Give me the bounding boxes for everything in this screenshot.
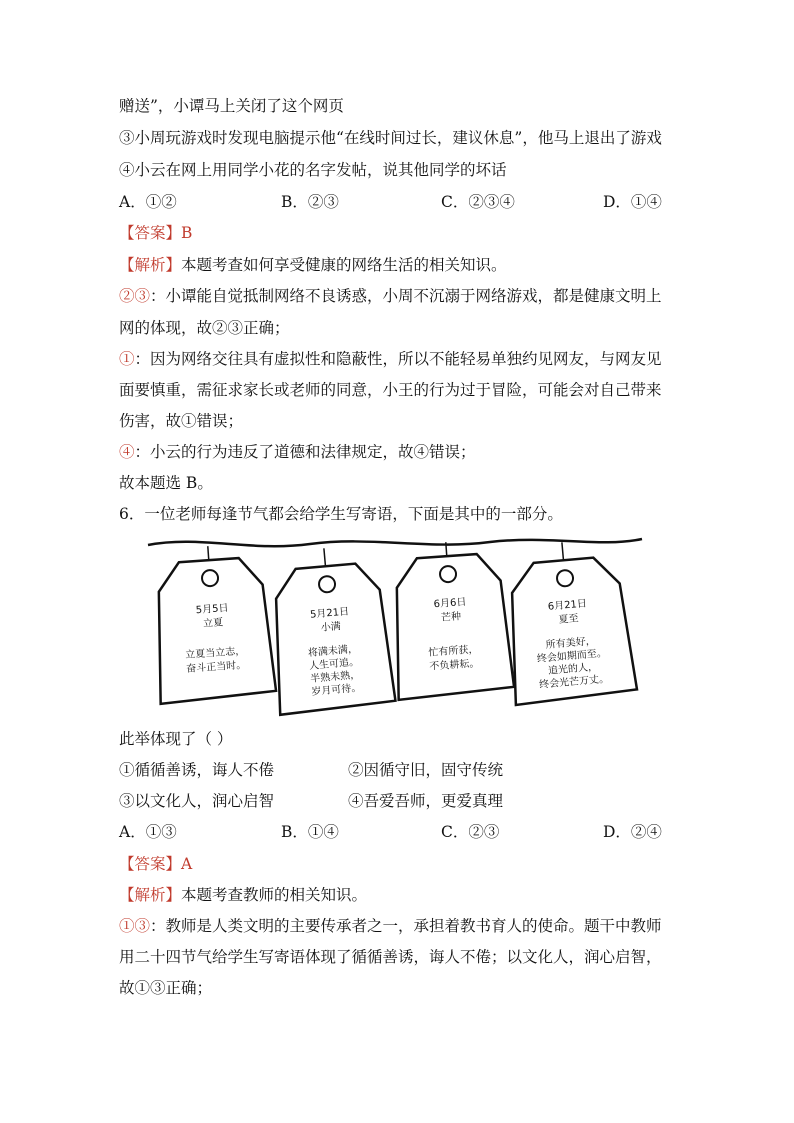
- tag-3-date: 6月6日: [433, 596, 467, 611]
- statement-3: ③小周玩游戏时发现电脑提示他“在线时间过长，建议休息”，他马上退出了游戏: [119, 129, 662, 147]
- option-d: D．①④: [603, 193, 662, 211]
- option-c: C．②③: [441, 823, 500, 841]
- statement-4: ④小云在网上用同学小花的名字发帖，说其他同学的坏话: [119, 161, 507, 179]
- tag-2-date: 5月21日: [309, 606, 350, 621]
- answer-label: 【答案】: [119, 224, 182, 242]
- option-b: B．②③: [281, 193, 339, 211]
- tag-2-line: 半熟未熟，: [309, 669, 361, 686]
- tag-3-line: 忙有所获，: [428, 644, 479, 659]
- analysis-paragraph-cont: 故①③正确；: [119, 979, 213, 997]
- tags-svg: [140, 530, 650, 720]
- tag-2: [266, 543, 396, 714]
- analysis-label: 【解析】: [119, 256, 182, 274]
- choice-1: ①循循善诱，诲人不倦: [119, 761, 275, 779]
- analysis-paragraph-cont: 网的体现，故②③正确；: [119, 319, 290, 337]
- analysis-paragraph-cont: 伤害，故①错误；: [119, 412, 244, 430]
- tag-3: [388, 538, 514, 700]
- option-b: B．①④: [281, 823, 339, 841]
- tag-1-line: 立夏当立志，: [184, 645, 246, 662]
- tag-2-line: 将满未满，: [307, 643, 359, 660]
- tag-4-date: 6月21日: [547, 598, 588, 613]
- tag-4-term: 夏至: [558, 613, 580, 626]
- tag-2-term: 小满: [320, 621, 342, 634]
- question-6-stem: 6．一位老师每逢节气都会给学生写寄语，下面是其中的一部分。: [119, 505, 563, 523]
- tag-3-term: 芒种: [440, 611, 462, 624]
- tag-4-line: 所有美好，: [545, 635, 597, 652]
- analysis-paragraph: [119, 348, 662, 370]
- answer-label: 【答案】: [119, 855, 182, 873]
- tag-1-line: 奋斗正当时。: [185, 659, 247, 676]
- tag-2-line: 岁月可待。: [310, 682, 362, 698]
- analysis-paragraph: [119, 285, 662, 307]
- analysis-mark: ②③: [119, 287, 151, 305]
- analysis-paragraph-text: ：小谭能自觉抵制网络不良诱惑，小周不沉溺于网络游戏，都是健康文明上: [150, 287, 662, 305]
- analysis-paragraph-cont: 用二十四节气给学生写寄语体现了循循善诱，诲人不倦；以文化人，润心启智，: [119, 948, 662, 966]
- answer-line: [119, 222, 192, 244]
- analysis-paragraph-text: ：小云的行为违反了道德和法律规定，故④错误；: [134, 443, 476, 461]
- tag-4: [502, 537, 637, 705]
- tag-1-term: 立夏: [202, 617, 224, 630]
- analysis-text: 本题考查教师的相关知识。: [181, 886, 368, 904]
- analysis-paragraph: [119, 915, 662, 937]
- solar-term-tags-illustration: [140, 530, 650, 720]
- option-a: A．①③: [119, 823, 177, 841]
- choice-4: ④吾爱吾师，更爱真理: [348, 792, 504, 810]
- analysis-text: 本题考查如何享受健康的网络生活的相关知识。: [181, 256, 507, 274]
- tag-1: [150, 542, 276, 704]
- analysis-label: 【解析】: [119, 886, 182, 904]
- analysis-mark: ④: [119, 443, 135, 461]
- option-d: D．②④: [603, 823, 662, 841]
- option-a: A．①②: [119, 193, 177, 211]
- tag-1-date: 5月5日: [195, 602, 229, 617]
- tag-4-line: 终会如期而至。: [536, 647, 608, 665]
- conclusion: 故本题选 B。: [119, 474, 213, 492]
- tag-4-line: 终会光芒万丈。: [538, 673, 610, 691]
- answer-value: A: [181, 855, 193, 873]
- question-prompt: 此举体现了（ ）: [119, 730, 233, 748]
- analysis-paragraph-text: ：教师是人类文明的主要传承者之一，承担着教书育人的使命。题干中教师: [150, 917, 662, 935]
- tag-4-line: 追光的人，: [547, 661, 599, 678]
- hanging-string: [148, 539, 642, 546]
- answer-line: [119, 853, 192, 875]
- analysis-line: [119, 884, 367, 906]
- analysis-paragraph: [119, 441, 476, 463]
- answer-value: B: [181, 224, 193, 242]
- analysis-mark: ①③: [119, 917, 151, 935]
- analysis-mark: ①: [119, 350, 135, 368]
- choice-3: ③以文化人，润心启智: [119, 792, 275, 810]
- analysis-line: [119, 254, 507, 276]
- choice-2: ②因循守旧，固守传统: [348, 761, 504, 779]
- tag-2-line: 人生可追。: [308, 656, 360, 673]
- option-c: C．②③④: [441, 193, 515, 211]
- analysis-paragraph-text: ：因为网络交往具有虚拟性和隐蔽性，所以不能轻易单独约见网友，与网友见: [134, 350, 662, 368]
- question-text: 赠送”，小谭马上关闭了这个网页: [119, 97, 344, 115]
- analysis-paragraph-cont: 面要慎重，需征求家长或老师的同意，小王的行为过于冒险，可能会对自己带来: [119, 381, 662, 399]
- tag-3-line: 不负耕耘。: [429, 658, 480, 673]
